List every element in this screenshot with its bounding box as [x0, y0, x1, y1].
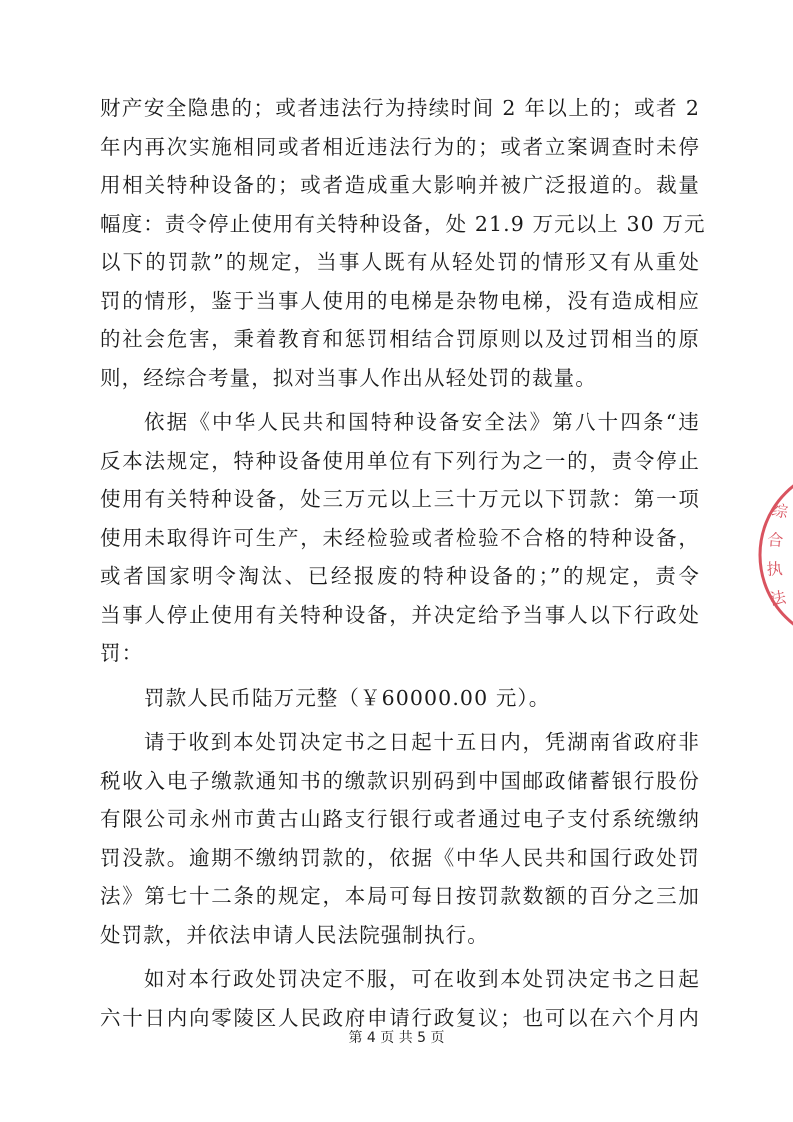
text-line: 年内再次实施相同或者相近违法行为的；或者立案调查时未停 [100, 135, 700, 159]
text-line: 反本法规定，特种设备使用单位有下列行为之一的，责令停止 [100, 449, 700, 473]
text-line: 罚： [100, 641, 144, 665]
svg-text:综: 综 [770, 500, 790, 522]
text-line: 处罚款，并依法申请人民法院强制执行。 [100, 923, 489, 947]
text-line: 六十日内向零陵区人民政府申请行政复议；也可以在六个月内 [100, 1006, 700, 1030]
text-line: 以下的罚款”的规定，当事人既有从轻处罚的情形又有从重处 [100, 250, 700, 274]
paragraph-start-line: 如对本行政处罚决定不服，可在收到本处罚决定书之日起 [144, 967, 700, 991]
text-line: 法》第七十二条的规定，本局可每日按罚款数额的百分之三加 [100, 884, 700, 908]
official-seal-fragment [753, 470, 793, 640]
text-line: 用相关特种设备的；或者造成重大影响并被广泛报道的。裁量 [100, 173, 700, 197]
fine-amount-line: 罚款人民币陆万元整（￥60000.00 元）。 [144, 686, 551, 710]
svg-text:执: 执 [765, 558, 784, 579]
text-line: 罚没款。逾期不缴纳罚款的，依据《中华人民共和国行政处罚 [100, 846, 700, 870]
text-line: 罚的情形，鉴于当事人使用的电梯是杂物电梯，没有造成相应 [100, 289, 700, 313]
svg-text:合: 合 [766, 530, 785, 551]
text-line: 有限公司永州市黄古山路支行银行或者通过电子支付系统缴纳 [100, 807, 700, 831]
text-line: 使用有关特种设备，处三万元以上三十万元以下罚款：第一项 [100, 487, 700, 511]
text-line: 使用未取得许可生产，未经检验或者检验不合格的特种设备， [100, 526, 700, 550]
text-line: 或者国家明令淘汰、已经报废的特种设备的；”的规定，责令 [100, 564, 700, 588]
seal-icon [753, 470, 793, 640]
page-number-footer: 第 4 页 共 5 页 [348, 1030, 445, 1046]
text-line: 当事人停止使用有关特种设备，并决定给予当事人以下行政处 [100, 603, 700, 627]
paragraph-start-line: 请于收到本处罚决定书之日起十五日内，凭湖南省政府非 [144, 730, 700, 754]
text-line: 的社会危害，秉着教育和惩罚相结合罚原则以及过罚相当的原 [100, 327, 700, 351]
paragraph-start-line: 依据《中华人民共和国特种设备安全法》第八十四条“违 [144, 410, 700, 434]
text-line: 税收入电子缴款通知书的缴款识别码到中国邮政储蓄银行股份 [100, 769, 700, 793]
text-line: 幅度：责令停止使用有关特种设备，处 21.9 万元以上 30 万元 [100, 212, 706, 236]
text-line: 则，经综合考量，拟对当事人作出从轻处罚的裁量。 [100, 366, 597, 390]
svg-text:法: 法 [768, 587, 788, 609]
text-line: 财产安全隐患的；或者违法行为持续时间 2 年以上的；或者 2 [100, 96, 700, 120]
